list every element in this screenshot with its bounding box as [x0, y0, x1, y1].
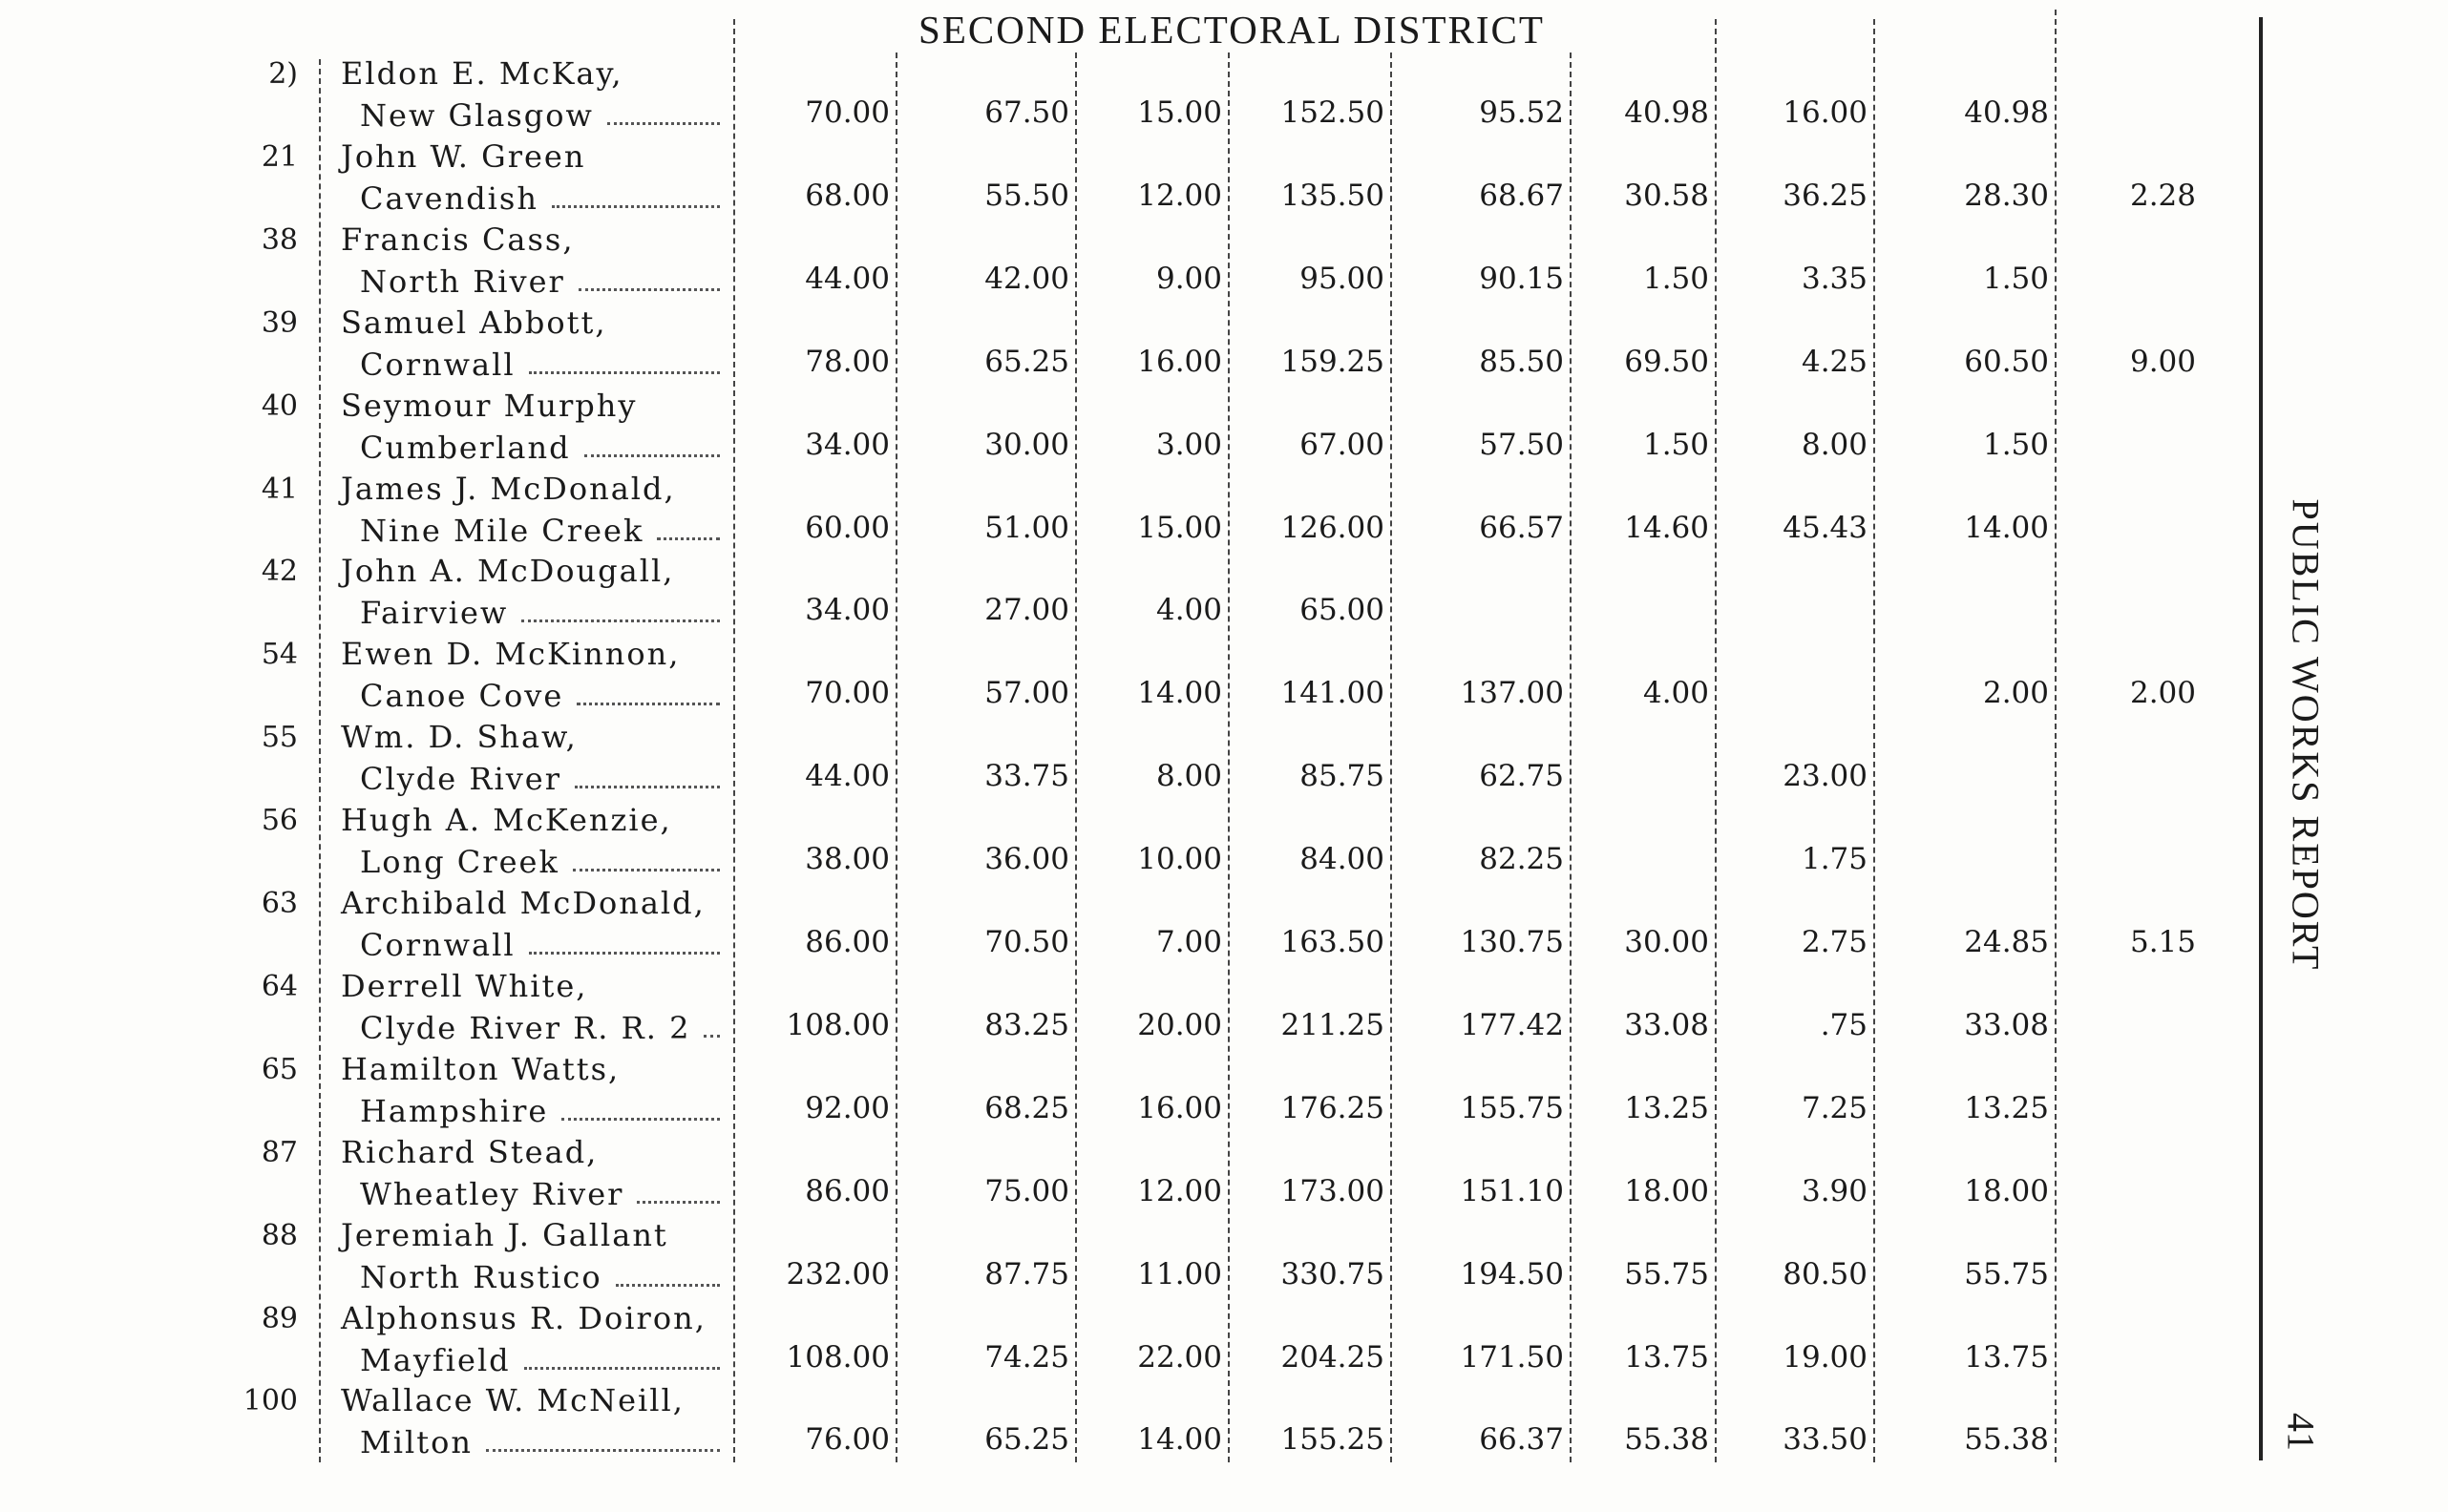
amount-cell: 151.10 [1460, 1173, 1564, 1208]
leader-dots [529, 371, 720, 374]
amount-cell: 82.25 [1479, 842, 1564, 877]
row-number: 89 [261, 1301, 298, 1335]
amount-cell: 5.15 [2129, 925, 2196, 959]
amount-cell: 95.52 [1479, 95, 1564, 130]
amount-cell: 33.08 [1624, 1007, 1709, 1042]
row-number: 39 [261, 305, 298, 340]
amount-cell: 75.00 [984, 1173, 1069, 1208]
amount-cell: 66.57 [1479, 510, 1564, 545]
amount-cell: 65.00 [1299, 593, 1384, 628]
row-number: 40 [261, 388, 298, 423]
amount-cell: 16.00 [1137, 1090, 1222, 1125]
amount-cell: 171.50 [1460, 1339, 1564, 1375]
table-row [0, 55, 2196, 138]
amount-cell: 24.85 [1964, 925, 2049, 959]
leader-dots [579, 288, 720, 291]
person-name: Samuel Abbott, [341, 304, 607, 341]
amount-cell: 33.75 [984, 759, 1069, 794]
person-place: Wheatley River [360, 1175, 624, 1212]
table-row [0, 138, 2196, 221]
amount-cell: 7.00 [1155, 925, 1222, 959]
amount-cell: 194.50 [1460, 1256, 1564, 1292]
amount-cell: 3.00 [1155, 427, 1222, 462]
amount-cell: 70.50 [984, 925, 1069, 959]
person-place: Fairview [360, 595, 509, 632]
amount-cell: 27.00 [984, 593, 1069, 628]
amount-cell: 108.00 [786, 1007, 890, 1042]
amount-cell: 68.00 [805, 178, 890, 213]
person-name: Archibald McDonald, [341, 885, 706, 921]
amount-cell: 1.50 [1642, 261, 1709, 296]
amount-cell: 55.75 [1624, 1256, 1709, 1292]
amount-cell: 8.00 [1155, 759, 1222, 794]
person-name: Wm. D. Shaw, [341, 719, 578, 756]
person-place: Clyde River [360, 761, 562, 798]
table-row [0, 221, 2196, 304]
person-place: Clyde River R. R. 2 [360, 1009, 691, 1046]
person-name: James J. McDonald, [341, 470, 676, 507]
amount-cell: 70.00 [805, 95, 890, 130]
amount-cell: 141.00 [1280, 676, 1384, 711]
amount-cell: 16.00 [1137, 344, 1222, 379]
amount-cell: 30.58 [1624, 178, 1709, 213]
person-place: Hampshire [360, 1092, 549, 1129]
person-name: Hugh A. McKenzie, [341, 802, 672, 839]
leader-dots [577, 703, 720, 705]
person-place: Milton [360, 1424, 473, 1461]
amount-cell: 155.25 [1280, 1422, 1384, 1458]
amount-cell: 1.50 [1982, 427, 2049, 462]
row-number: 88 [261, 1218, 298, 1252]
leader-dots [575, 786, 720, 788]
person-place: Long Creek [360, 844, 559, 881]
margin-rule [2259, 17, 2263, 1460]
person-name: John W. Green [341, 137, 586, 175]
amount-cell: 67.00 [1299, 427, 1384, 462]
amount-cell: 62.75 [1479, 759, 1564, 794]
amount-cell: 67.50 [984, 95, 1069, 130]
page-number [2272, 1394, 2330, 1470]
person-place: Mayfield [360, 1341, 511, 1378]
amount-cell: 211.25 [1280, 1007, 1384, 1042]
page-title: SECOND ELECTORAL DISTRICT [918, 8, 1545, 52]
amount-cell: 130.75 [1460, 925, 1564, 959]
amount-cell: 57.00 [984, 676, 1069, 711]
amount-cell: 18.00 [1964, 1173, 2049, 1208]
amount-cell: 33.50 [1783, 1422, 1868, 1458]
amount-cell: 18.00 [1624, 1173, 1709, 1208]
person-place: Cornwall [360, 346, 516, 383]
leader-dots [529, 952, 720, 955]
table-row [0, 304, 2196, 388]
amount-cell: 155.75 [1460, 1090, 1564, 1125]
person-place: New Glasgow [360, 97, 594, 134]
amount-cell: 137.00 [1460, 676, 1564, 711]
amount-cell: 14.00 [1137, 1422, 1222, 1458]
amount-cell: 55.75 [1964, 1256, 2049, 1292]
amount-cell: 90.15 [1479, 261, 1564, 296]
amount-cell: 66.37 [1479, 1422, 1564, 1458]
amount-cell: 13.25 [1624, 1090, 1709, 1125]
amount-cell: 3.35 [1801, 261, 1868, 296]
amount-cell: 126.00 [1280, 510, 1384, 545]
amount-cell: 4.00 [1642, 676, 1709, 711]
amount-cell: 13.25 [1964, 1090, 2049, 1125]
amount-cell: 232.00 [786, 1256, 890, 1292]
row-number: 56 [261, 804, 298, 838]
row-number: 21 [261, 139, 298, 174]
amount-cell: 30.00 [1624, 925, 1709, 959]
leader-dots [524, 1367, 720, 1370]
amount-cell: 36.00 [984, 842, 1069, 877]
person-place: Canoe Cove [360, 678, 564, 715]
amount-cell: 42.00 [984, 261, 1069, 296]
table-row [0, 1051, 2196, 1134]
amount-cell: 60.50 [1964, 344, 2049, 379]
amount-cell: 85.75 [1299, 759, 1384, 794]
amount-cell: 15.00 [1137, 510, 1222, 545]
amount-cell: 86.00 [805, 925, 890, 959]
table-row [0, 636, 2196, 719]
amount-cell: 11.00 [1137, 1256, 1222, 1292]
amount-cell: 76.00 [805, 1422, 890, 1458]
person-name: Eldon E. McKay, [341, 55, 623, 92]
row-number: 2) [268, 57, 298, 91]
amount-cell: 12.00 [1137, 178, 1222, 213]
person-name: Wallace W. McNeill, [341, 1382, 685, 1419]
row-number: 64 [261, 969, 298, 1003]
page-number-text: 41 [2279, 1413, 2323, 1451]
amount-cell: 1.50 [1982, 261, 2049, 296]
amount-cell: 55.38 [1624, 1422, 1709, 1458]
amount-cell: 34.00 [805, 427, 890, 462]
amount-cell: 70.00 [805, 676, 890, 711]
table-row [0, 968, 2196, 1051]
row-number: 38 [261, 222, 298, 257]
amount-cell: 92.00 [805, 1090, 890, 1125]
person-name: Francis Cass, [341, 220, 575, 258]
leader-dots [521, 620, 720, 622]
amount-cell: 19.00 [1783, 1339, 1868, 1375]
amount-cell: 10.00 [1137, 842, 1222, 877]
amount-cell: 14.60 [1624, 510, 1709, 545]
table-row [0, 388, 2196, 471]
person-name: Seymour Murphy [341, 387, 638, 424]
table-row [0, 1300, 2196, 1383]
person-name: Alphonsus R. Doiron, [341, 1299, 707, 1336]
amount-cell: 55.38 [1964, 1422, 2049, 1458]
amount-cell: 84.00 [1299, 842, 1384, 877]
amount-cell: 13.75 [1964, 1339, 2049, 1375]
leader-dots [584, 454, 720, 457]
amount-cell: 14.00 [1137, 676, 1222, 711]
person-place: Cumberland [360, 429, 571, 466]
person-place: North Rustico [360, 1258, 602, 1295]
amount-cell: 2.00 [2129, 676, 2196, 711]
person-name: Ewen D. McKinnon, [341, 636, 681, 673]
amount-cell: 45.43 [1783, 510, 1868, 545]
amount-cell: 14.00 [1964, 510, 2049, 545]
amount-cell: 163.50 [1280, 925, 1384, 959]
table-row [0, 553, 2196, 636]
amount-cell: 80.50 [1783, 1256, 1868, 1292]
row-number: 63 [261, 887, 298, 920]
person-place: Cavendish [360, 179, 538, 217]
person-place: Nine Mile Creek [360, 512, 644, 549]
amount-cell: 4.25 [1801, 344, 1868, 379]
table-row [0, 471, 2196, 554]
amount-cell: 2.28 [2129, 178, 2196, 213]
amount-cell: .75 [1820, 1007, 1868, 1042]
person-place: Cornwall [360, 927, 516, 963]
amount-cell: 177.42 [1460, 1007, 1564, 1042]
amount-cell: 83.25 [984, 1007, 1069, 1042]
row-number: 65 [261, 1052, 298, 1086]
amount-cell: 15.00 [1137, 95, 1222, 130]
leader-dots [573, 869, 720, 872]
amount-cell: 16.00 [1783, 95, 1868, 130]
amount-cell: 44.00 [805, 261, 890, 296]
amount-cell: 40.98 [1624, 95, 1709, 130]
leader-dots [486, 1449, 720, 1452]
side-title [2268, 449, 2344, 1021]
amount-cell: 13.75 [1624, 1339, 1709, 1375]
table-row [0, 802, 2196, 885]
amount-cell: 7.25 [1801, 1090, 1868, 1125]
amount-cell: 1.75 [1801, 842, 1868, 877]
amount-cell: 159.25 [1280, 344, 1384, 379]
amount-cell: 1.50 [1642, 427, 1709, 462]
leader-dots [657, 537, 720, 540]
person-name: Richard Stead, [341, 1133, 599, 1170]
amount-cell: 51.00 [984, 510, 1069, 545]
amount-cell: 135.50 [1280, 178, 1384, 213]
amount-cell: 2.00 [1982, 676, 2049, 711]
leader-dots [552, 205, 720, 208]
amount-cell: 30.00 [984, 427, 1069, 462]
row-number: 42 [261, 555, 298, 589]
amount-cell: 3.90 [1801, 1173, 1868, 1208]
amount-cell: 20.00 [1137, 1007, 1222, 1042]
amount-cell: 152.50 [1280, 95, 1384, 130]
table-row [0, 885, 2196, 968]
leader-dots [704, 1035, 720, 1038]
amount-cell: 74.25 [984, 1339, 1069, 1375]
row-number: 41 [261, 472, 298, 506]
leader-dots [637, 1201, 720, 1204]
amount-cell: 28.30 [1964, 178, 2049, 213]
side-title-text: PUBLIC WORKS REPORT [2284, 498, 2328, 972]
person-name: Derrell White, [341, 967, 588, 1004]
amount-cell: 86.00 [805, 1173, 890, 1208]
amount-cell: 65.25 [984, 1422, 1069, 1458]
amount-cell: 87.75 [984, 1256, 1069, 1292]
amount-cell: 34.00 [805, 593, 890, 628]
amount-cell: 23.00 [1783, 759, 1868, 794]
row-number: 55 [261, 721, 298, 755]
amount-cell: 9.00 [1155, 261, 1222, 296]
amount-cell: 85.50 [1479, 344, 1564, 379]
table-row [0, 719, 2196, 802]
amount-cell: 95.00 [1299, 261, 1384, 296]
amount-cell: 68.25 [984, 1090, 1069, 1125]
amount-cell: 55.50 [984, 178, 1069, 213]
amount-cell: 40.98 [1964, 95, 2049, 130]
leader-dots [607, 122, 720, 125]
amount-cell: 8.00 [1801, 427, 1868, 462]
amount-cell: 204.25 [1280, 1339, 1384, 1375]
amount-cell: 2.75 [1801, 925, 1868, 959]
row-number: 54 [261, 638, 298, 672]
amount-cell: 108.00 [786, 1339, 890, 1375]
row-number: 87 [261, 1135, 298, 1169]
amount-cell: 33.08 [1964, 1007, 2049, 1042]
leader-dots [561, 1118, 720, 1121]
amount-cell: 22.00 [1137, 1339, 1222, 1375]
table-row [0, 1217, 2196, 1300]
amount-cell: 69.50 [1624, 344, 1709, 379]
amount-cell: 44.00 [805, 759, 890, 794]
leader-dots [616, 1284, 720, 1287]
amount-cell: 68.67 [1479, 178, 1564, 213]
amount-cell: 78.00 [805, 344, 890, 379]
table-row [0, 1382, 2196, 1465]
amount-cell: 4.00 [1155, 593, 1222, 628]
person-place: North River [360, 262, 565, 300]
amount-cell: 9.00 [2129, 344, 2196, 379]
amount-cell: 12.00 [1137, 1173, 1222, 1208]
amount-cell: 330.75 [1280, 1256, 1384, 1292]
row-number: 100 [243, 1384, 298, 1418]
amount-cell: 176.25 [1280, 1090, 1384, 1125]
amount-cell: 36.25 [1783, 178, 1868, 213]
amount-cell: 38.00 [805, 842, 890, 877]
person-name: Jeremiah J. Gallant [341, 1216, 668, 1253]
person-name: John A. McDougall, [341, 553, 675, 590]
amount-cell: 65.25 [984, 344, 1069, 379]
person-name: Hamilton Watts, [341, 1050, 621, 1087]
amount-cell: 60.00 [805, 510, 890, 545]
table-row [0, 1134, 2196, 1217]
amount-cell: 57.50 [1479, 427, 1564, 462]
amount-cell: 173.00 [1280, 1173, 1384, 1208]
